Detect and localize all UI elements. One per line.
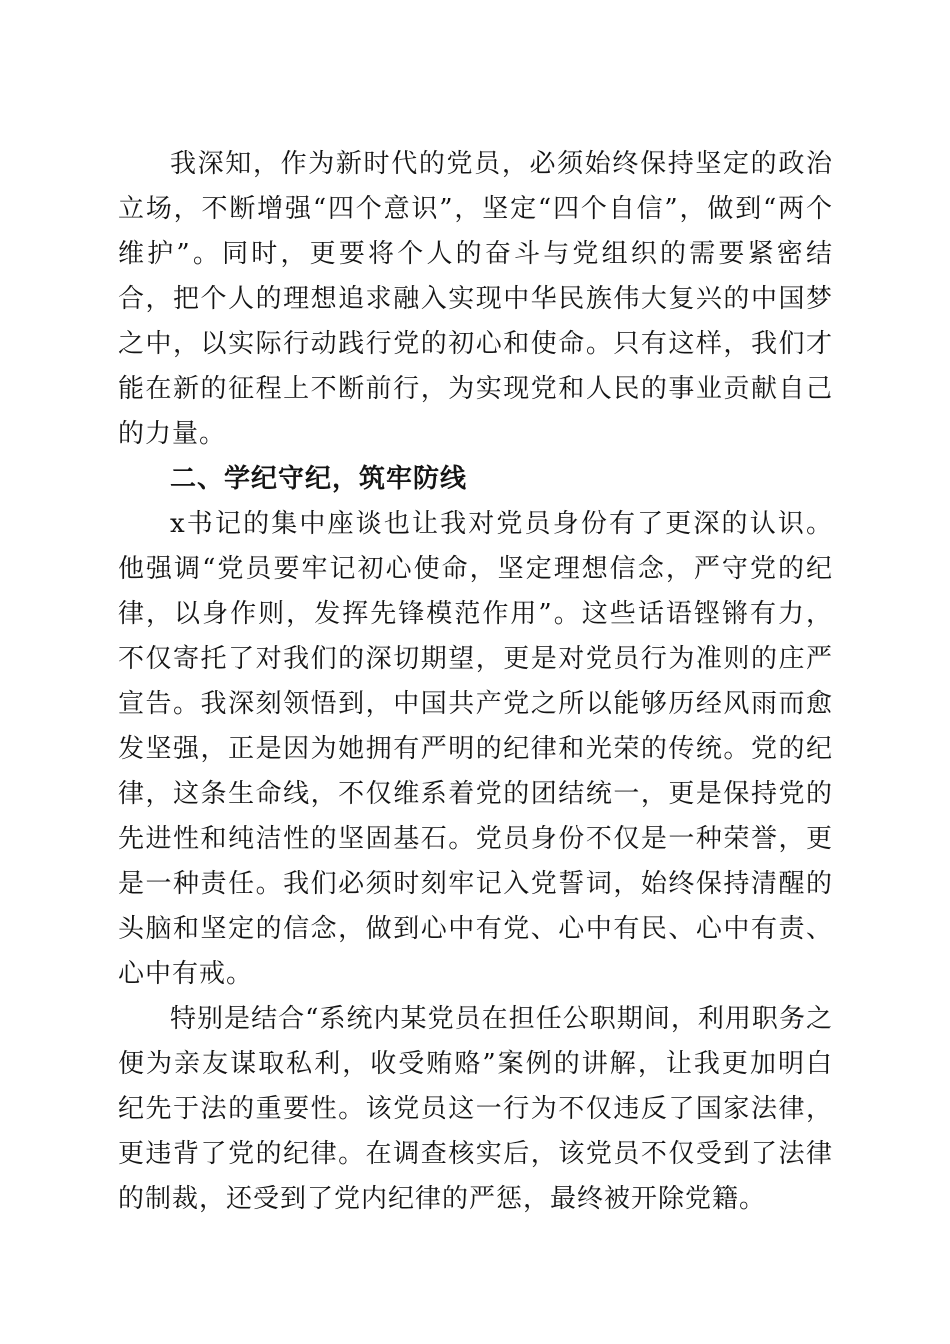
- paragraph-party-discipline: x书记的集中座谈也让我对党员身份有了更深的认识。他强调“党员要牢记初心使命，坚定理想信念，严守党的纪律，以身作则，发挥先锋模范作用”。这些话语铿锵有力，不仅寄托了对我们的深切期望，更是对党员行为准则的庄严宣告。我深刻领悟到，中国共产党之所以能够历经风雨而愈发坚强，正是因为她拥有严明的纪律和光荣的传统。党的纪律，这条生命线，不仅维系着党的团结统一，更是保持党的先进性和纯洁性的坚固基石。党员身份不仅是一种荣誉，更是一种责任。我们必须时刻牢记入党誓词，始终保持清醒的头脑和坚定的信念，做到心中有党、心中有民、心中有责、心中有戒。: [118, 509, 833, 989]
- paragraph-political-stance: 我深知，作为新时代的党员，必须始终保持坚定的政治立场，不断增强“四个意识”，坚定“四个自信”，做到“两个维护”。同时，更要将个人的奋斗与党组织的需要紧密结合，把个人的理想追求融入实现中华民族伟大复兴的中国梦之中，以实际行动践行党的初心和使命。只有这样，我们才能在新的征程上不断前行，为实现党和人民的事业贡献自己的力量。: [118, 149, 833, 449]
- section-heading: 二、学纪守纪，筑牢防线: [170, 464, 468, 494]
- document-body: [118, 142, 833, 1222]
- paragraph-case-study: 特别是结合“系统内某党员在担任公职期间，利用职务之便为亲友谋取私利，收受贿赂”案例的讲解，让我更加明白纪先于法的重要性。该党员这一行为不仅违反了国家法律，更违背了党的纪律。在调查核实后，该党员不仅受到了法律的制裁，还受到了党内纪律的严惩，最终被开除党籍。: [118, 1004, 833, 1214]
